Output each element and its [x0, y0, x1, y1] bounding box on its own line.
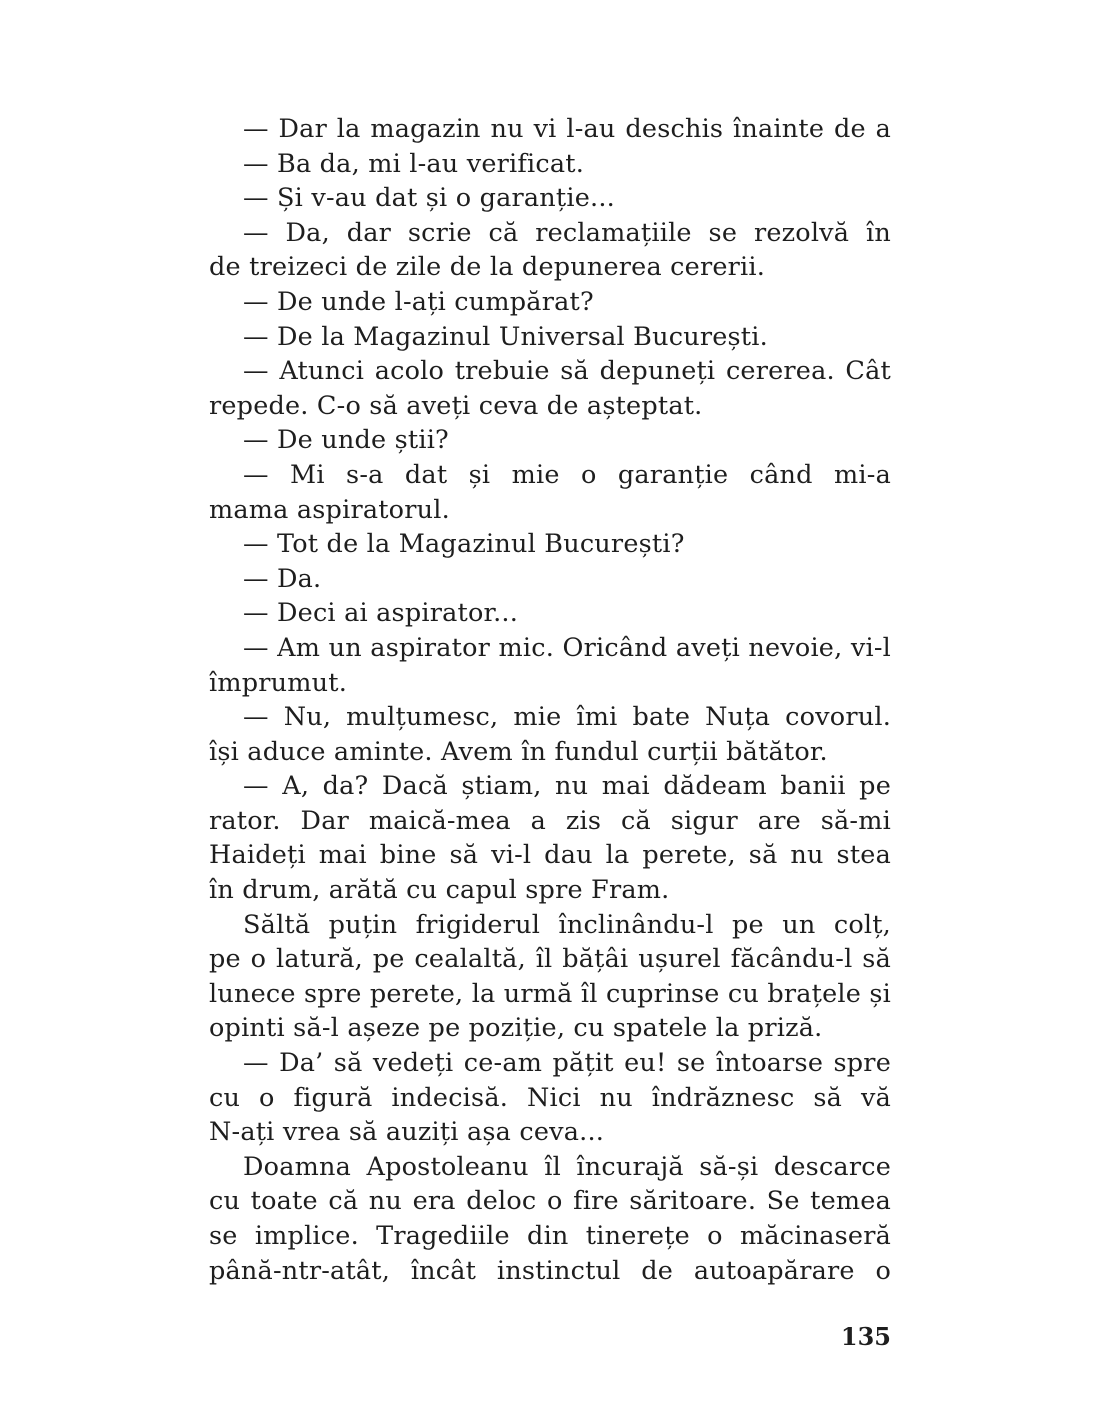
text-line: repede. C-o să aveți ceva de așteptat.: [209, 390, 703, 421]
text-line: — Nu, mulțumesc, mie îmi bate Nuța covorul.: [243, 702, 891, 733]
text-line: — De unde știi?: [243, 425, 449, 456]
text-line: — Mi s-a dat și mie o garanție când mi-a: [243, 459, 891, 490]
text-line: își aduce aminte. Avem în fundul curții bătător.: [209, 736, 828, 767]
text-line: cu o figură indecisă. Nici nu îndrăznesc să vă: [209, 1082, 891, 1113]
text-line: — Și v-au dat și o garanție...: [243, 183, 615, 214]
text-line: de treizeci de zile de la depunerea cererii.: [209, 252, 766, 283]
text-line: — Da.: [243, 563, 322, 594]
page-number: 135: [840, 1322, 891, 1351]
text-line: cu toate că nu era deloc o fire săritoare. Se temea: [209, 1186, 891, 1217]
text-line: — Deci ai aspirator...: [243, 598, 519, 629]
text-line: — Da’ să vedeți ce-am pățit eu! se întoarse spre: [243, 1048, 891, 1079]
text-line: Săltă puțin frigiderul înclinându-l pe un colț,: [243, 909, 891, 940]
text-line: lunece spre perete, la urmă îl cuprinse cu brațele și: [209, 978, 891, 1009]
text-line: opinti să-l așeze pe poziție, cu spatele la priză.: [209, 1013, 823, 1044]
text-line: se implice. Tragediile din tinerețe o măcinaseră: [209, 1221, 891, 1251]
text-line: Haideți mai bine să vi-l dau la perete, să nu stea: [209, 840, 891, 871]
text-line: — De unde l-ați cumpărat?: [243, 286, 594, 317]
text-line: — Da, dar scrie că reclamațiile se rezolvă în: [243, 217, 891, 248]
body-text: [209, 112, 891, 1288]
text-line: în drum, arătă cu capul spre Fram.: [209, 875, 670, 906]
text-line: — Ba da, mi l-au verificat.: [243, 148, 585, 179]
text-line: — Dar la magazin nu vi l-au deschis înainte de a: [243, 114, 891, 144]
text-line: până-ntr-atât, încât instinctul de autoapărare o: [209, 1255, 891, 1286]
text-line: — Tot de la Magazinul București?: [243, 529, 685, 560]
text-line: Doamna Apostoleanu îl încurajă să-și descarce: [243, 1151, 891, 1182]
text-line: — Am un aspirator mic. Oricând aveți nevoie, vi-l: [243, 632, 891, 663]
text-line: pe o latură, pe cealaltă, îl bățâi ușurel făcându-l să: [209, 944, 891, 975]
text-line: — A, da? Dacă știam, nu mai dădeam banii pe: [243, 771, 891, 802]
text-line: N-ați vrea să auziți așa ceva...: [209, 1117, 605, 1148]
text-line: rator. Dar maică-mea a zis că sigur are să-mi: [209, 805, 891, 836]
text-line: împrumut.: [209, 667, 348, 698]
text-line: — Atunci acolo trebuie să depuneți cererea. Cât: [243, 356, 891, 387]
text-line: — De la Magazinul Universal București.: [243, 321, 768, 352]
text-line: mama aspiratorul.: [209, 494, 450, 525]
